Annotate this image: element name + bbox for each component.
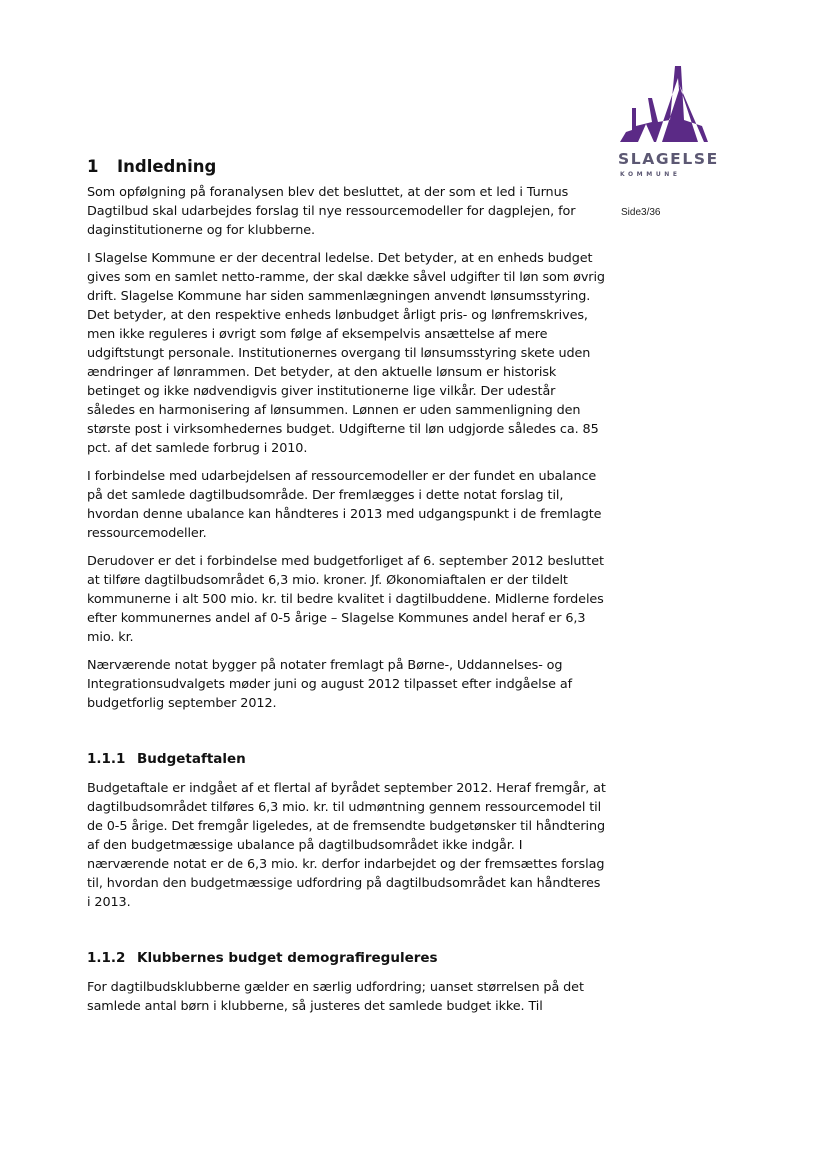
section-title: Indledning	[117, 157, 217, 176]
slagelse-kommune-logo	[614, 64, 719, 184]
section-heading-1	[87, 155, 607, 179]
paragraph: Derudover er det i forbindelse med budgetforliget af 6. september 2012 besluttet at tilføre dagtilbudsområdet 6,3 mio. kroner. Jf. Økonomiaftalen er der tildelt kommunerne i alt 500 mio. kr. til bedre kvalitet i dagtilbuddene. Midlerne fordeles efter kommunernes andel af 0-5 årige – Slagelse Kommunes andel heraf er 6,3 mio. kr.	[87, 554, 604, 645]
section-number: 1.1.2	[87, 950, 126, 966]
paragraph: Nærværende notat bygger på notater fremlagt på Børne-, Uddannelses- og Integrationsudvalgets møder juni og august 2012 tilpasset efter indgåelse af budgetforlig september 2012.	[87, 658, 573, 711]
section-title: Budgetaftalen	[137, 751, 246, 767]
logo-subtitle: KOMMUNE	[620, 171, 681, 178]
paragraph: I forbindelse med udarbejdelsen af ressourcemodeller er der fundet en ubalance på det samlede dagtilbudsområde. Der fremlægges i dette notat forslag til, hvordan denne ubalance kan håndteres i 2013 med udgangspunkt i de fremlagte ressourcemodeller.	[87, 469, 602, 541]
paragraph: For dagtilbudsklubberne gælder en særlig udfordring; uanset størrelsen på det samlede antal børn i klubberne, så justeres det samlede budget ikke. Til	[87, 980, 584, 1014]
section-number: 1	[87, 157, 99, 176]
document-body	[87, 155, 607, 1025]
section-number: 1.1.1	[87, 751, 126, 767]
paragraph: Budgetaftale er indgået af et flertal af byrådet september 2012. Heraf fremgår, at dagtilbudsområdet tilføres 6,3 mio. kr. til udmøntning gennem ressourcemodel til de 0-5 årige. Det fremgår ligeledes, at de fremsendte budgetønsker til håndtering af den budgetmæssige ubalance på dagtilbudsområdet ikke indgår. I nærværende notat er de 6,3 mio. kr. derfor indarbejdet og der fremsættes forslag til, hvordan den budgetmæssige udfordring på dagtilbudsområdet kan håndteres i 2013.	[87, 781, 606, 910]
section-title: Klubbernes budget demografireguleres	[137, 950, 438, 966]
paragraph: I Slagelse Kommune er der decentral ledelse. Det betyder, at en enheds budget gives som en samlet netto-ramme, der skal dække såvel udgifter til løn som øvrig drift. Slagelse Kommune har siden sammenlægningen anvendt lønsumsstyring. Det betyder, at den respektive enheds lønbudget årligt pris- og lønfremskrives, men ikke reguleres i øvrigt som følge af eksempelvis ansættelse af mere udgiftstungt personale. Institutionernes overgang til lønsumsstyring skete uden ændringer af lønrammen. Det betyder, at den aktuelle lønsum er historisk betinget og ikke nødvendigvis giver institutionerne lige vilkår. Der udestår således en harmonisering af lønsummen. Lønnen er uden sammenligning den største post i virksomhedernes budget. Udgifterne til løn udgjorde således ca. 85 pct. af det samlede forbrug i 2010.	[87, 251, 605, 456]
logo-name: SLAGELSE	[618, 150, 719, 168]
section-heading-1-1-1	[87, 749, 607, 769]
logo-mark-icon	[618, 64, 710, 148]
paragraph: Som opfølgning på foranalysen blev det besluttet, at der som et led i Turnus Dagtilbud skal udarbejdes forslag til nye ressourcemodeller for dagplejen, for daginstitutionerne og for klubberne.	[87, 185, 576, 238]
section-heading-1-1-2	[87, 948, 607, 968]
page-number: Side3/36	[621, 207, 661, 218]
